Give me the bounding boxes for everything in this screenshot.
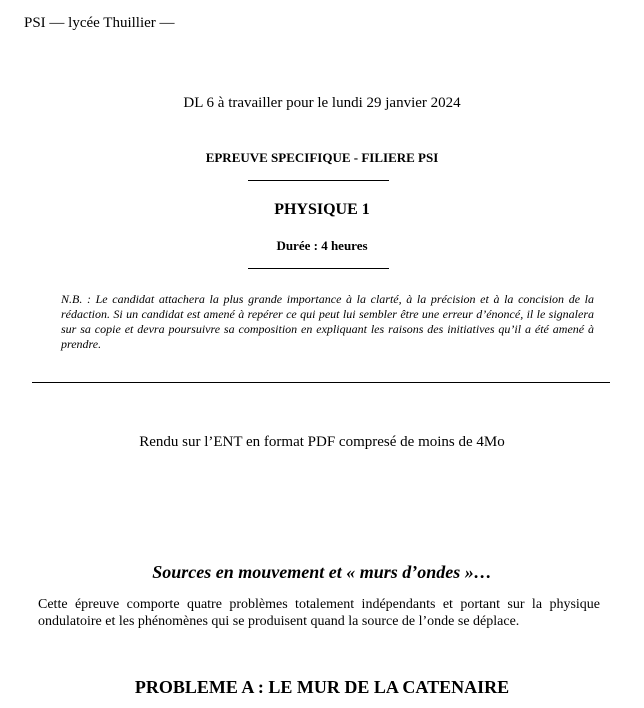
main-title: Sources en mouvement et « murs d’ondes »… [152,562,492,582]
school-header: PSI — lycée Thuillier — [24,15,175,31]
exam-subject: PHYSIQUE 1 [274,201,370,218]
intro-paragraph: Cette épreuve comporte quatre problèmes totalement indépendants et portant sur la physique ondulatoire et les phénomènes qui se produisent quand la source de l’onde se déplace. [38,597,600,629]
section-divider [32,382,610,383]
exam-title: EPREUVE SPECIFIQUE - FILIERE PSI [205,150,439,165]
problem-a-title: PROBLEME A : LE MUR DE LA CATENAIRE [134,677,510,697]
divider [248,268,389,269]
deadline-line: DL 6 à travailler pour le lundi 29 janvier 2024 [183,95,461,111]
exam-duration: Durée : 4 heures [276,238,368,253]
exam-note: N.B. : Le candidat attachera la plus grande importance à la clarté, à la précision et à la concision de la rédaction. Si un candidat est amené à repérer ce qui peut lui sembler être une erreur d’énoncé, il le signalera sur sa copie et devra poursuivre sa composition en expliquant les raisons des initiatives qu’il a été amené à prendre. [61,292,594,351]
submission-instructions: Rendu sur l’ENT en format PDF compresé de moins de 4Mo [139,434,505,450]
divider [248,180,389,181]
